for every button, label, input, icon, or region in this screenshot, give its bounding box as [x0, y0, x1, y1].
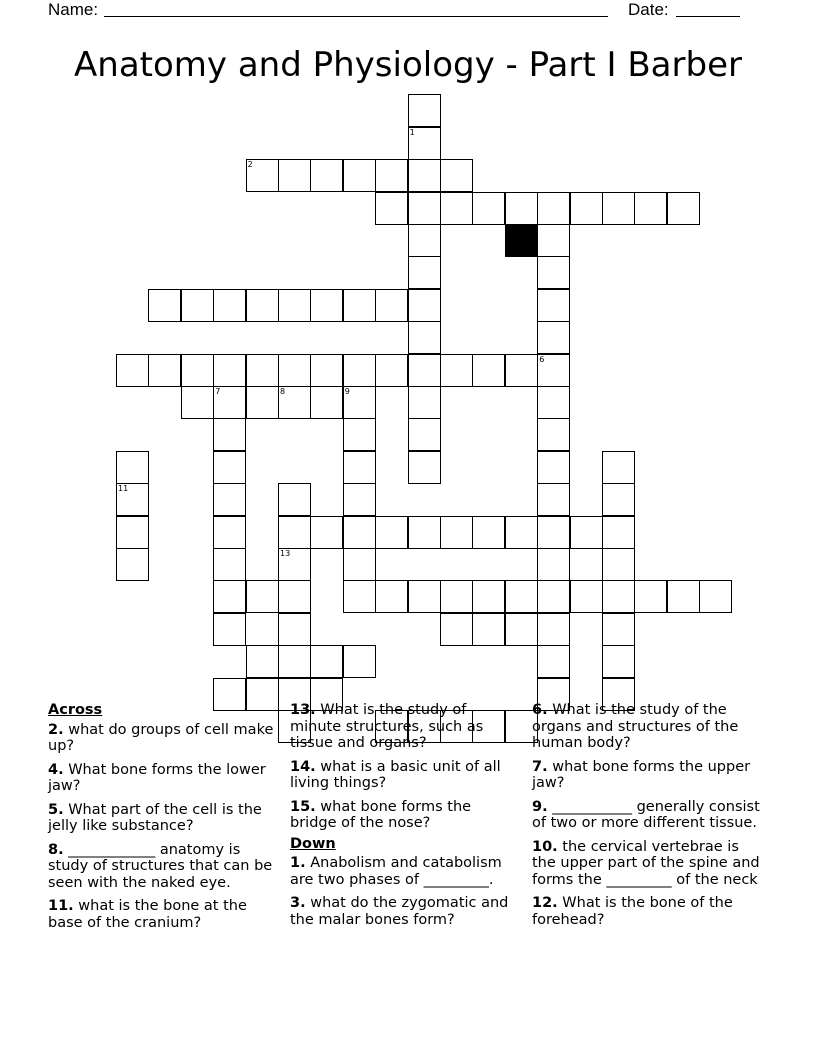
crossword-cell[interactable]: [375, 192, 408, 225]
crossword-cell[interactable]: [375, 580, 408, 613]
crossword-cell[interactable]: [602, 192, 635, 225]
crossword-cell[interactable]: [602, 451, 635, 484]
crossword-cell[interactable]: [634, 580, 667, 613]
crossword-cell[interactable]: [537, 516, 570, 549]
crossword-cell[interactable]: [440, 354, 473, 387]
crossword-cell[interactable]: [343, 580, 376, 613]
crossword-cell[interactable]: [602, 548, 635, 581]
clue-number: 5.: [48, 801, 64, 818]
crossword-cell[interactable]: [602, 580, 635, 613]
clue-number-label: 2: [247, 160, 253, 170]
crossword-cell[interactable]: [148, 354, 181, 387]
across-heading: Across: [48, 702, 103, 718]
clue-text: what do groups of cell make up?: [48, 721, 274, 754]
clue-item: [48, 802, 276, 835]
crossword-cell[interactable]: [375, 289, 408, 322]
crossword-cell[interactable]: [408, 94, 441, 127]
crossword-cell[interactable]: [408, 386, 441, 419]
crossword-cell[interactable]: [472, 516, 505, 549]
crossword-cell[interactable]: [537, 483, 570, 516]
clue-number-label: 8: [280, 387, 286, 396]
clue-text: what bone forms the bridge of the nose?: [290, 798, 472, 831]
crossword-cell[interactable]: [116, 516, 149, 549]
crossword-cell[interactable]: [505, 580, 538, 613]
crossword-cell[interactable]: [343, 289, 376, 322]
clue-item: [290, 895, 518, 928]
clue-item: [290, 759, 518, 792]
clue-text: What is the bone of the forehead?: [532, 895, 733, 928]
crossword-cell[interactable]: [181, 386, 214, 419]
crossword-cell[interactable]: [343, 483, 376, 516]
clue-text: ____________ anatomy is study of structures that can be seen with the naked eye.: [48, 841, 273, 891]
clue-text: what bone forms the upper jaw?: [532, 758, 751, 791]
crossword-cell[interactable]: [667, 192, 700, 225]
across-clue-list-continued: [290, 702, 518, 832]
crossword-cell[interactable]: [246, 289, 279, 322]
crossword-cell[interactable]: [505, 354, 538, 387]
crossword-cell[interactable]: [537, 224, 570, 257]
crossword-cell[interactable]: [472, 613, 505, 646]
clue-text: what is the bone at the base of the cranium?: [48, 898, 247, 931]
crossword-cell[interactable]: [408, 516, 441, 549]
crossword-cell[interactable]: [116, 354, 149, 387]
crossword-cell[interactable]: [213, 451, 246, 484]
crossword-cell[interactable]: [472, 580, 505, 613]
clue-number: 7.: [532, 758, 548, 775]
crossword-cell[interactable]: [570, 192, 603, 225]
clue-number: 10.: [532, 838, 558, 855]
clue-number: 3.: [290, 895, 306, 911]
crossword-cell[interactable]: [537, 386, 570, 419]
crossword-cell[interactable]: [505, 516, 538, 549]
clue-number-label: 9: [344, 387, 350, 396]
crossword-cell[interactable]: [278, 645, 311, 678]
crossword-cell[interactable]: [343, 548, 376, 581]
clue-number-label: 6: [539, 354, 545, 364]
crossword-cell[interactable]: [310, 159, 343, 192]
crossword-cell[interactable]: [505, 192, 538, 225]
crossword-cell[interactable]: [148, 289, 181, 322]
crossword-cell[interactable]: [408, 256, 441, 289]
clue-number: 12.: [532, 895, 558, 911]
clue-text: what do the zygomatic and the malar bones form?: [290, 895, 509, 928]
crossword-cell[interactable]: [440, 192, 473, 225]
name-label: Name:: [48, 0, 99, 19]
clue-item: [48, 842, 276, 892]
clue-item: [290, 799, 518, 832]
crossword-cell[interactable]: [213, 354, 246, 387]
crossword-cell[interactable]: [343, 386, 376, 419]
clue-item: [48, 898, 276, 931]
crossword-cell[interactable]: [343, 354, 376, 387]
crossword-cell[interactable]: [310, 386, 343, 419]
clue-number-label: 7: [215, 387, 221, 396]
crossword-cell[interactable]: [343, 159, 376, 192]
crossword-cell[interactable]: [408, 321, 441, 354]
crossword-cell[interactable]: [537, 613, 570, 646]
crossword-cell[interactable]: [570, 580, 603, 613]
crossword-cell[interactable]: [440, 516, 473, 549]
clue-text: What is the study of minute structures, such as tissue and organs?: [290, 702, 484, 751]
clue-text: What is the study of the organs and structures of the human body?: [532, 702, 739, 751]
crossword-cell[interactable]: [537, 354, 570, 387]
crossword-cell[interactable]: [343, 516, 376, 549]
clue-number-label: 1: [409, 127, 415, 137]
crossword-cell[interactable]: [278, 580, 311, 613]
crossword-cell[interactable]: [537, 321, 570, 354]
crossword-cell[interactable]: [278, 289, 311, 322]
crossword-cell[interactable]: [472, 354, 505, 387]
crossword-cell[interactable]: [408, 451, 441, 484]
crossword-cell[interactable]: [440, 159, 473, 192]
crossword-cell[interactable]: [602, 516, 635, 549]
clue-item: [290, 702, 518, 752]
clue-item: [532, 895, 760, 928]
crossword-cell[interactable]: [537, 418, 570, 451]
clue-item: [48, 722, 276, 755]
crossword-cell[interactable]: [375, 159, 408, 192]
crossword-cell[interactable]: [602, 645, 635, 678]
crossword-cell[interactable]: [116, 483, 149, 516]
crossword-cell[interactable]: [375, 354, 408, 387]
clue-column-1: [48, 702, 276, 938]
clue-item: [532, 799, 760, 832]
clue-item: [290, 855, 518, 888]
crossword-cell[interactable]: [505, 613, 538, 646]
crossword-cell[interactable]: [213, 483, 246, 516]
crossword-cell[interactable]: [408, 127, 441, 160]
crossword-cell[interactable]: [116, 451, 149, 484]
clue-number-label: 11: [118, 484, 129, 494]
clue-number: 11.: [48, 898, 74, 914]
crossword-cell[interactable]: [310, 516, 343, 549]
crossword-cell[interactable]: [343, 645, 376, 678]
clue-text: What part of the cell is the jelly like substance?: [48, 801, 262, 834]
crossword-cell[interactable]: [213, 548, 246, 581]
clue-number: 14.: [290, 758, 316, 775]
crossword-cell[interactable]: [116, 548, 149, 581]
crossword-cell[interactable]: [213, 516, 246, 549]
clue-text: the cervical vertebrae is the upper part of the spine and forms the _________ of the neck: [532, 838, 760, 888]
crossword-cell[interactable]: [408, 159, 441, 192]
clue-number: 9.: [532, 798, 548, 815]
crossword-cell[interactable]: [408, 354, 441, 387]
crossword-cell[interactable]: [408, 418, 441, 451]
crossword-cell[interactable]: [537, 289, 570, 322]
crossword-cell[interactable]: [246, 159, 279, 192]
crossword-cell[interactable]: [537, 645, 570, 678]
clue-text: What bone forms the lower jaw?: [48, 761, 266, 794]
clue-number: 4.: [48, 761, 64, 778]
crossword-cell[interactable]: [181, 289, 214, 322]
clue-column-2: [290, 702, 518, 935]
crossword-cell[interactable]: [634, 192, 667, 225]
clue-text: Anabolism and catabolism are two phases of _________.: [290, 855, 502, 888]
crossword-cell[interactable]: [537, 548, 570, 581]
crossword-cell[interactable]: [408, 192, 441, 225]
clue-number: 13.: [290, 702, 316, 718]
crossword-cell[interactable]: [602, 483, 635, 516]
crossword-cell[interactable]: [602, 613, 635, 646]
crossword-cell[interactable]: [278, 159, 311, 192]
black-cell: [505, 224, 538, 257]
down-heading: Down: [290, 835, 336, 852]
crossword-cell[interactable]: [537, 192, 570, 225]
crossword-cell[interactable]: [278, 613, 311, 646]
crossword-cell[interactable]: [343, 451, 376, 484]
crossword-cell[interactable]: [278, 386, 311, 419]
crossword-cell[interactable]: [278, 548, 311, 581]
clue-text: ___________ generally consist of two or more different tissue.: [532, 798, 760, 831]
crossword-cell[interactable]: [570, 516, 603, 549]
crossword-cell[interactable]: [408, 580, 441, 613]
crossword-cell[interactable]: [278, 516, 311, 549]
crossword-cell[interactable]: [213, 580, 246, 613]
clue-number: 1.: [290, 855, 306, 871]
crossword-cell[interactable]: [246, 580, 279, 613]
crossword-cell[interactable]: [699, 580, 732, 613]
clue-number: 8.: [48, 841, 64, 858]
crossword-cell[interactable]: [440, 580, 473, 613]
date-label: Date:: [628, 0, 669, 19]
crossword-cell[interactable]: [213, 386, 246, 419]
crossword-cell[interactable]: [278, 354, 311, 387]
crossword-cell[interactable]: [472, 192, 505, 225]
crossword-cell[interactable]: [408, 224, 441, 257]
clue-number: 15.: [290, 798, 316, 815]
crossword-cell[interactable]: [537, 256, 570, 289]
crossword-cell[interactable]: [278, 483, 311, 516]
crossword-cell[interactable]: [375, 516, 408, 549]
crossword-cell[interactable]: [667, 580, 700, 613]
clue-item: [532, 759, 760, 792]
clue-column-3: [532, 702, 760, 935]
crossword-cell[interactable]: [246, 354, 279, 387]
crossword-cell[interactable]: [440, 613, 473, 646]
clue-item: [532, 839, 760, 889]
crossword-cell[interactable]: [537, 451, 570, 484]
clue-number-label: 13: [280, 549, 291, 558]
down-clue-list: [290, 855, 518, 928]
crossword-cell[interactable]: [213, 613, 246, 646]
crossword-cell[interactable]: [343, 418, 376, 451]
page-title: Anatomy and Physiology - Part I Barber: [74, 45, 742, 85]
clue-item: [48, 762, 276, 795]
crossword-cell[interactable]: [537, 580, 570, 613]
crossword-cell[interactable]: [181, 354, 214, 387]
across-clue-list: [48, 722, 276, 932]
clue-item: [532, 702, 760, 752]
crossword-cell[interactable]: [310, 354, 343, 387]
clue-number: 2.: [48, 721, 64, 738]
crossword-cell[interactable]: [310, 645, 343, 678]
down-clue-list-continued: [532, 702, 760, 928]
crossword-cell[interactable]: [213, 289, 246, 322]
crossword-cell[interactable]: [213, 418, 246, 451]
clue-text: what is a basic unit of all living things?: [290, 758, 501, 791]
crossword-cell[interactable]: [246, 645, 279, 678]
crossword-cell[interactable]: [310, 289, 343, 322]
crossword-cell[interactable]: [246, 386, 279, 419]
crossword-cell[interactable]: [408, 289, 441, 322]
clue-number: 6.: [532, 702, 548, 718]
